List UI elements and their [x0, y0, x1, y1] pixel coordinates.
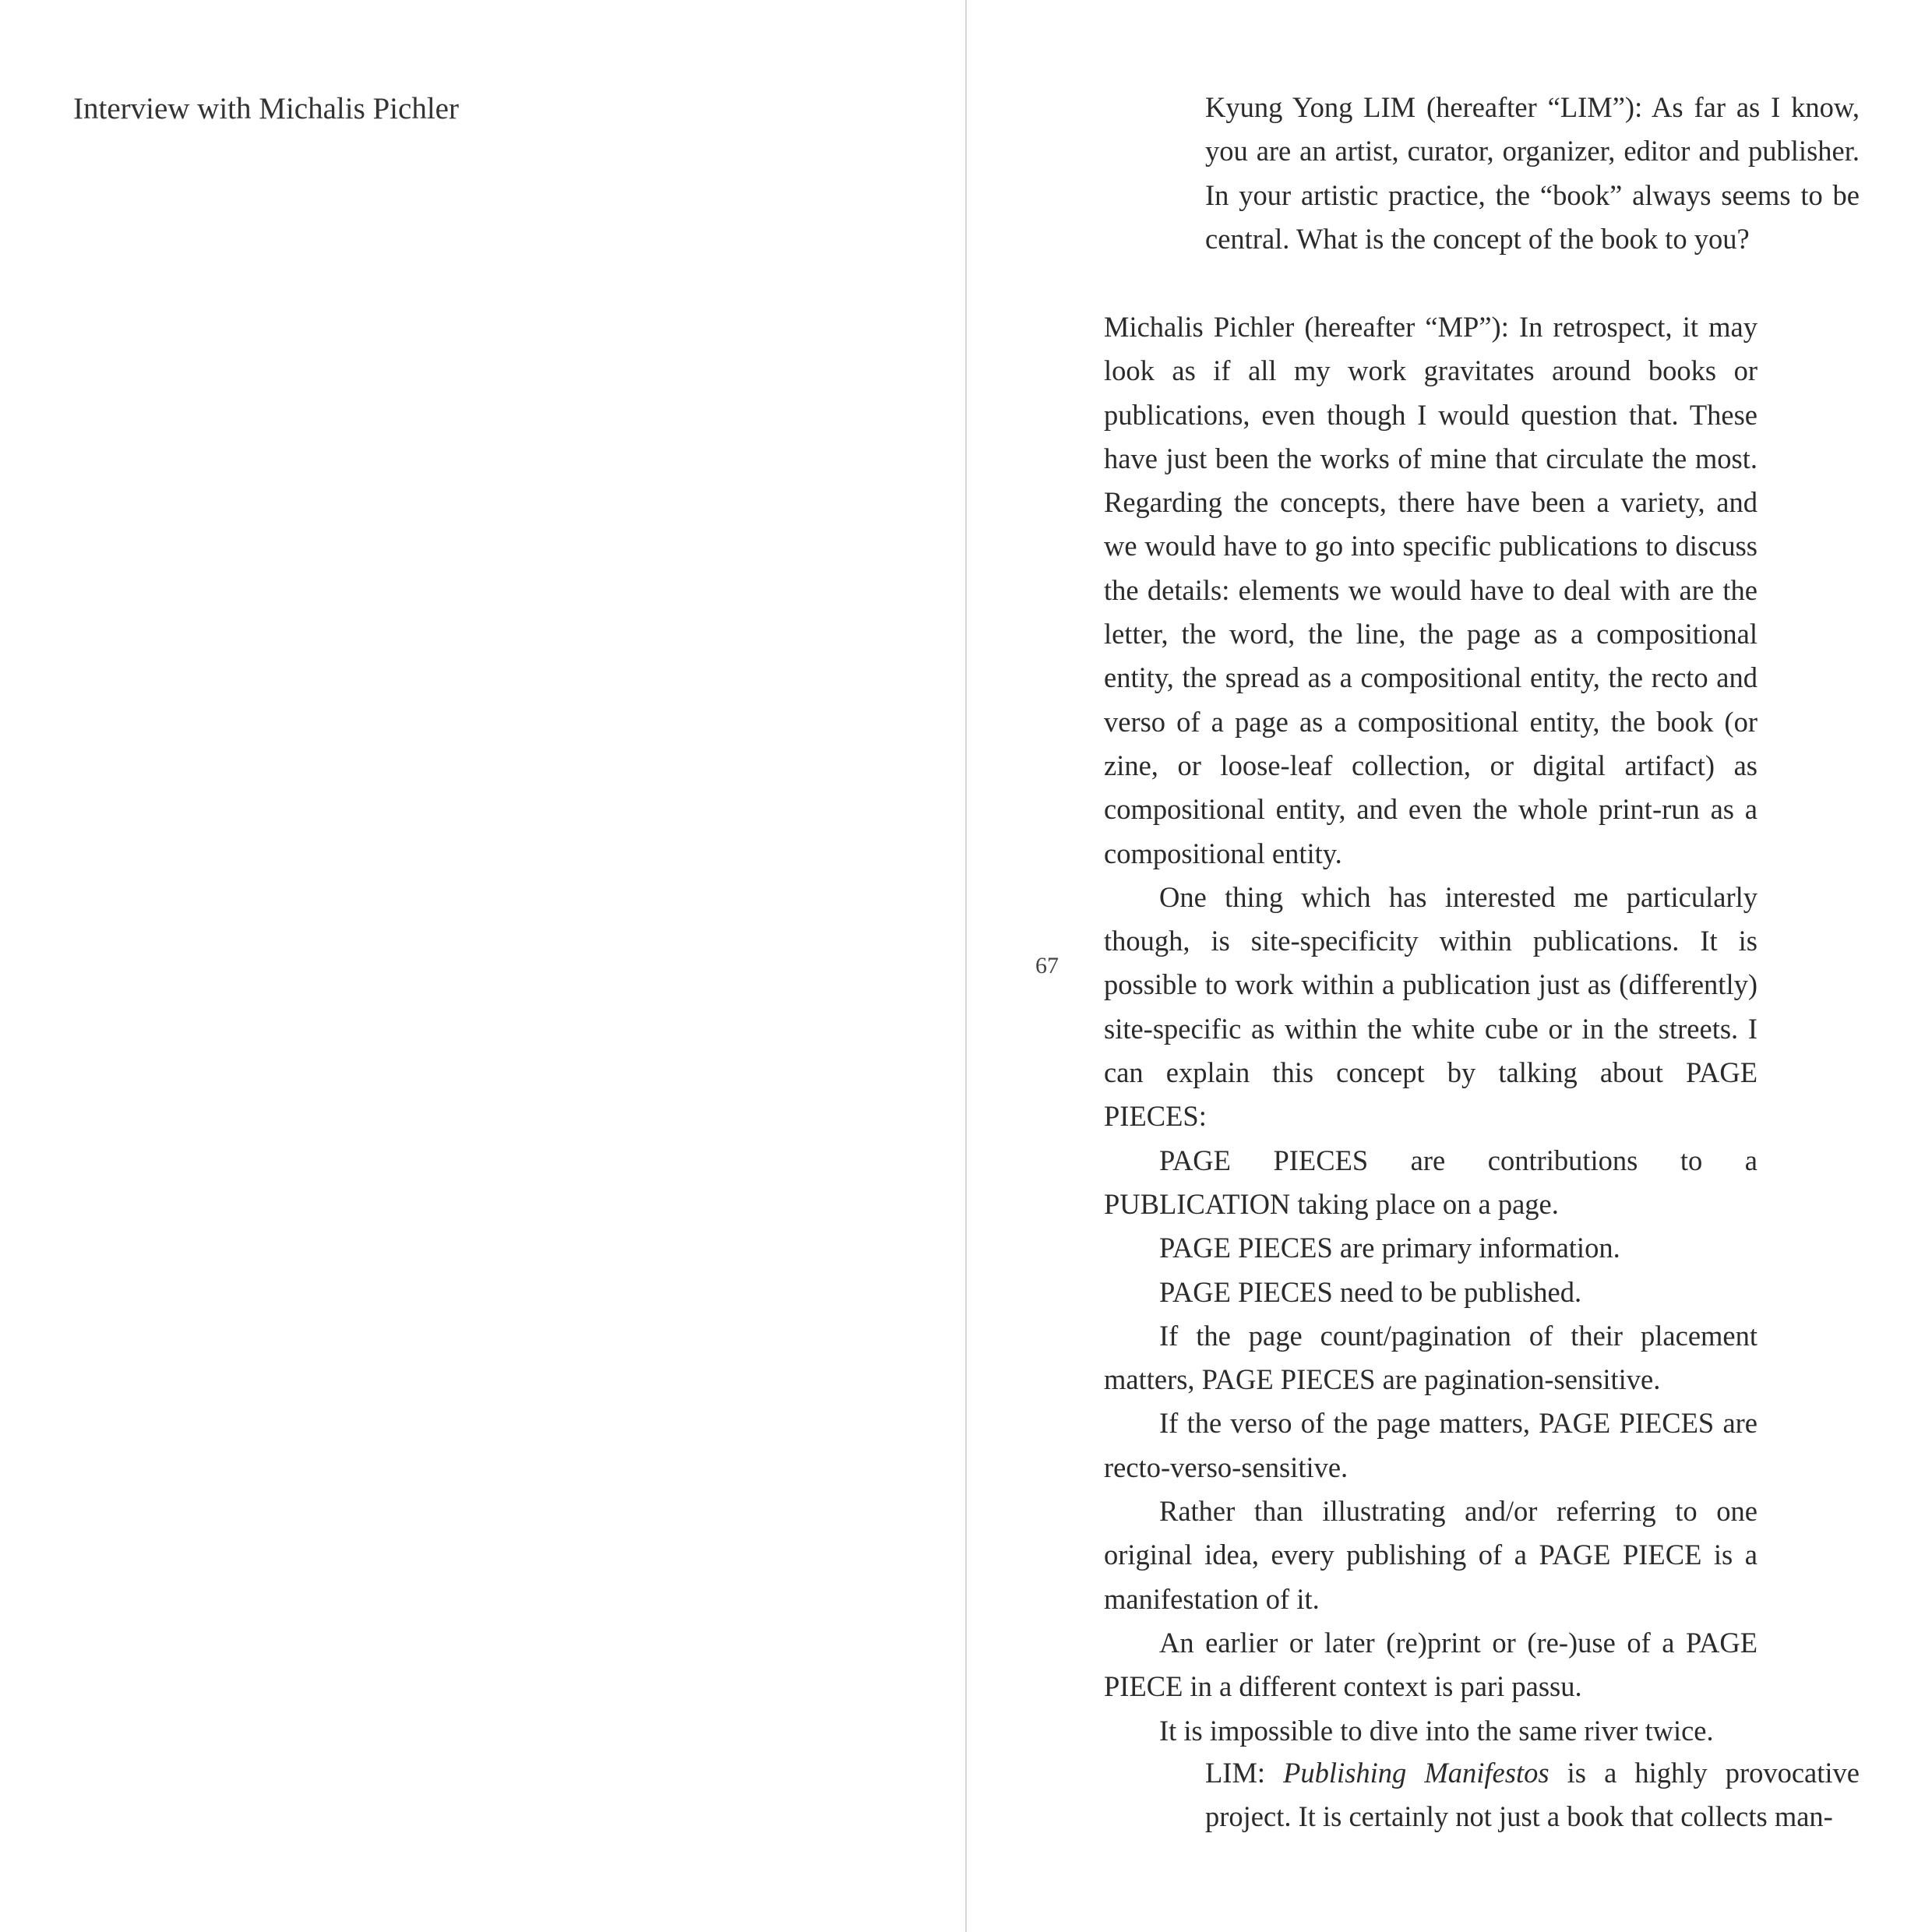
question-2-title: Publishing Manifestos: [1283, 1757, 1549, 1789]
question-2-text: [1205, 1751, 1860, 1839]
answer-paragraph: Michalis Pichler (hereafter “MP”): In retrospect, it may look as if all my work gravitates around books or publications, even though I would question that. These have just been the works of mine that circulate the most. Regarding the concepts, there have been a variety, and we would have to go into specific publications to discuss the details: elements we would have to deal with are the letter, the word, the line, the page as a compositional entity, the spread as a compositional entity, the recto and verso of a page as a compositional entity, the book (or zine, or loose-leaf collection, or digital artifact) as compositional entity, and even the whole print-run as a compositional entity.: [1104, 311, 1757, 869]
answer-paragraph: An earlier or later (re)print or (re-)use of a PAGE PIECE in a different context is pari passu.: [1104, 1626, 1757, 1703]
answer-paragraph: PAGE PIECES are primary information.: [1159, 1232, 1620, 1264]
running-title: Interview with Michalis Pichler: [73, 92, 459, 125]
question-2: [1205, 1751, 1860, 1839]
answer-paragraph: If the verso of the page matters, PAGE PIECES are recto-verso-sensitive.: [1104, 1407, 1757, 1483]
question-2-rest: is a highly provocative project. It is certainly not just a book that collects man-: [1205, 1757, 1860, 1833]
answer-paragraph: If the page count/pagination of their placement matters, PAGE PIECES are pagination-sensitive.: [1104, 1319, 1757, 1396]
question-1: [1205, 86, 1860, 261]
answer-paragraph: Rather than illustrating and/or referring to one original idea, every publishing of a PAGE PIECE is a manifestation of it.: [1104, 1495, 1757, 1615]
answer: [1104, 305, 1757, 1753]
page-number: 67: [1035, 953, 1059, 978]
answer-paragraph: PAGE PIECES are contributions to a PUBLICATION taking place on a page.: [1104, 1144, 1757, 1220]
question-2-prefix: LIM:: [1205, 1757, 1284, 1789]
right-page: [967, 0, 1932, 1932]
question-1-text: Kyung Yong LIM (hereafter “LIM”): As far as I know, you are an artist, curator, organizer, editor and publisher. In your artistic practice, the “book” always seems to be central. What is the concept of the book to you?: [1205, 91, 1860, 255]
answer-paragraph: One thing which has interested me particularly though, is site-specificity within publications. It is possible to work within a publication just as (differently) site-specific as within the white cube or in the streets. I can explain this concept by talking about PAGE PIECES:: [1104, 880, 1757, 1133]
answer-paragraph: It is impossible to dive into the same river twice.: [1159, 1714, 1714, 1747]
answer-paragraph: PAGE PIECES need to be published.: [1159, 1275, 1582, 1308]
